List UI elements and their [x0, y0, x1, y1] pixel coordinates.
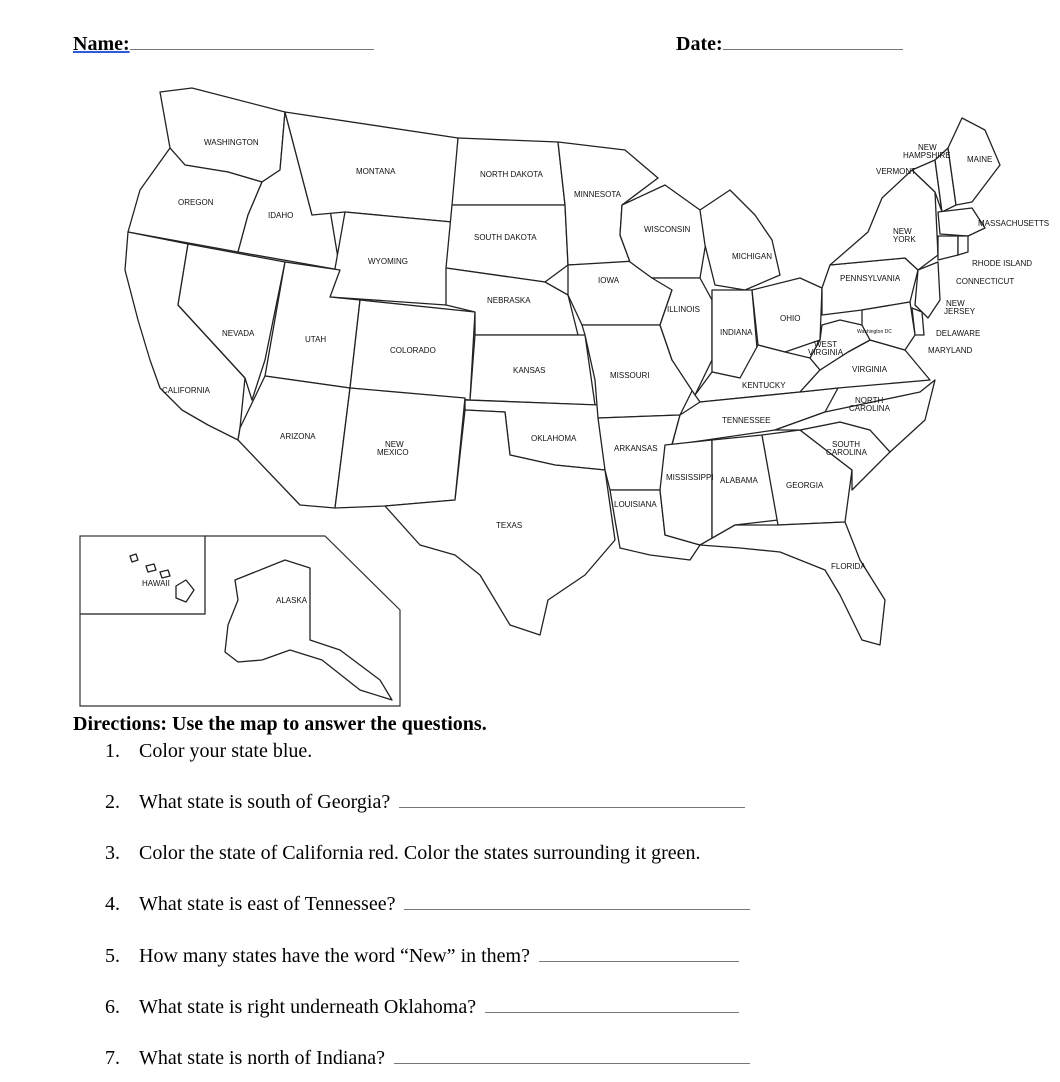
question-7: [105, 1047, 750, 1070]
label-illinois: ILLINOIS: [667, 305, 700, 314]
question-4: [105, 893, 750, 916]
question-5: [105, 945, 739, 968]
label-west-virginia-1: WEST: [814, 340, 838, 349]
question-1: [105, 740, 312, 763]
question-number: 7.: [105, 1047, 120, 1069]
label-arkansas: ARKANSAS: [614, 444, 658, 453]
question-number: 1.: [105, 740, 120, 762]
label-utah: UTAH: [305, 335, 327, 344]
label-idaho: IDAHO: [268, 211, 294, 220]
label-tennessee: TENNESSEE: [722, 416, 771, 425]
label-montana: MONTANA: [356, 167, 396, 176]
question-6: [105, 996, 739, 1019]
question-2: [105, 791, 745, 814]
label-nevada: NEVADA: [222, 329, 255, 338]
label-vermont: VERMONT: [876, 167, 916, 176]
label-new-mexico-2: MEXICO: [377, 448, 409, 457]
label-washington: WASHINGTON: [204, 138, 259, 147]
directions-heading: Directions: Use the map to answer the questions.: [73, 713, 487, 735]
answer-blank-5[interactable]: [539, 961, 739, 962]
label-new-hampshire-2: HAMPSHIRE: [903, 151, 951, 160]
label-florida: FLORIDA: [831, 562, 866, 571]
label-wisconsin: WISCONSIN: [644, 225, 691, 234]
question-text: Color your state blue.: [139, 740, 313, 762]
label-virginia: VIRGINIA: [852, 365, 888, 374]
answer-blank-2[interactable]: [399, 807, 745, 808]
question-number: 4.: [105, 893, 120, 915]
question-number: 5.: [105, 945, 120, 967]
label-connecticut: CONNECTICUT: [956, 277, 1015, 286]
label-washington-dc: Washington DC: [857, 329, 892, 335]
question-text: What state is south of Georgia?: [139, 791, 391, 813]
label-new-hampshire-1: NEW: [918, 143, 937, 152]
label-south-carolina-1: SOUTH: [832, 440, 860, 449]
question-text: What state is north of Indiana?: [139, 1047, 386, 1069]
question-text: What state is east of Tennessee?: [139, 893, 396, 915]
label-north-dakota: NORTH DAKOTA: [480, 170, 543, 179]
label-new-york-1: NEW: [893, 227, 912, 236]
question-number: 6.: [105, 996, 120, 1018]
label-pennsylvania: PENNSYLVANIA: [840, 274, 901, 283]
label-indiana: INDIANA: [720, 328, 753, 337]
label-kansas: KANSAS: [513, 366, 546, 375]
label-alabama: ALABAMA: [720, 476, 758, 485]
label-kentucky: KENTUCKY: [742, 381, 786, 390]
answer-blank-7[interactable]: [394, 1063, 750, 1064]
label-north-carolina-2: CAROLINA: [849, 404, 890, 413]
question-text: Color the state of California red. Color the states surrounding it green.: [139, 842, 701, 864]
label-new-jersey-1: NEW: [946, 299, 965, 308]
label-delaware: DELAWARE: [936, 329, 981, 338]
label-new-jersey-2: JERSEY: [944, 307, 976, 316]
label-new-york-2: YORK: [893, 235, 916, 244]
label-alaska: ALASKA: [276, 596, 308, 605]
label-mississippi: MISSISSIPPI: [666, 473, 714, 482]
label-north-carolina-1: NORTH: [855, 396, 884, 405]
label-georgia: GEORGIA: [786, 481, 824, 490]
question-text: How many states have the word “New” in them?: [139, 945, 530, 967]
date-label: Date:: [676, 33, 723, 55]
label-west-virginia-2: VIRGINIA: [808, 348, 844, 357]
label-oklahoma: OKLAHOMA: [531, 434, 577, 443]
label-hawaii: HAWAII: [142, 579, 170, 588]
answer-blank-4[interactable]: [404, 909, 750, 910]
answer-blank-6[interactable]: [485, 1012, 739, 1013]
label-texas: TEXAS: [496, 521, 523, 530]
label-ohio: OHIO: [780, 314, 801, 323]
label-new-mexico-1: NEW: [385, 440, 404, 449]
question-3: [105, 842, 701, 865]
question-number: 2.: [105, 791, 120, 813]
label-minnesota: MINNESOTA: [574, 190, 621, 199]
label-iowa: IOWA: [598, 276, 620, 285]
label-maryland: MARYLAND: [928, 346, 973, 355]
label-colorado: COLORADO: [390, 346, 436, 355]
name-label: Name:: [73, 33, 130, 55]
question-text: What state is right underneath Oklahoma?: [139, 996, 477, 1018]
label-south-carolina-2: CAROLINA: [826, 448, 867, 457]
question-number: 3.: [105, 842, 120, 864]
label-nebraska: NEBRASKA: [487, 296, 531, 305]
label-louisiana: LOUISIANA: [614, 500, 657, 509]
label-maine: MAINE: [967, 155, 993, 164]
label-michigan: MICHIGAN: [732, 252, 772, 261]
label-missouri: MISSOURI: [610, 371, 650, 380]
label-california: CALIFORNIA: [162, 386, 211, 395]
label-rhode-island: RHODE ISLAND: [972, 259, 1033, 268]
label-south-dakota: SOUTH DAKOTA: [474, 233, 537, 242]
label-massachusetts: MASSACHUSETTS: [978, 219, 1050, 228]
label-oregon: OREGON: [178, 198, 214, 207]
label-wyoming: WYOMING: [368, 257, 408, 266]
label-arizona: ARIZONA: [280, 432, 316, 441]
